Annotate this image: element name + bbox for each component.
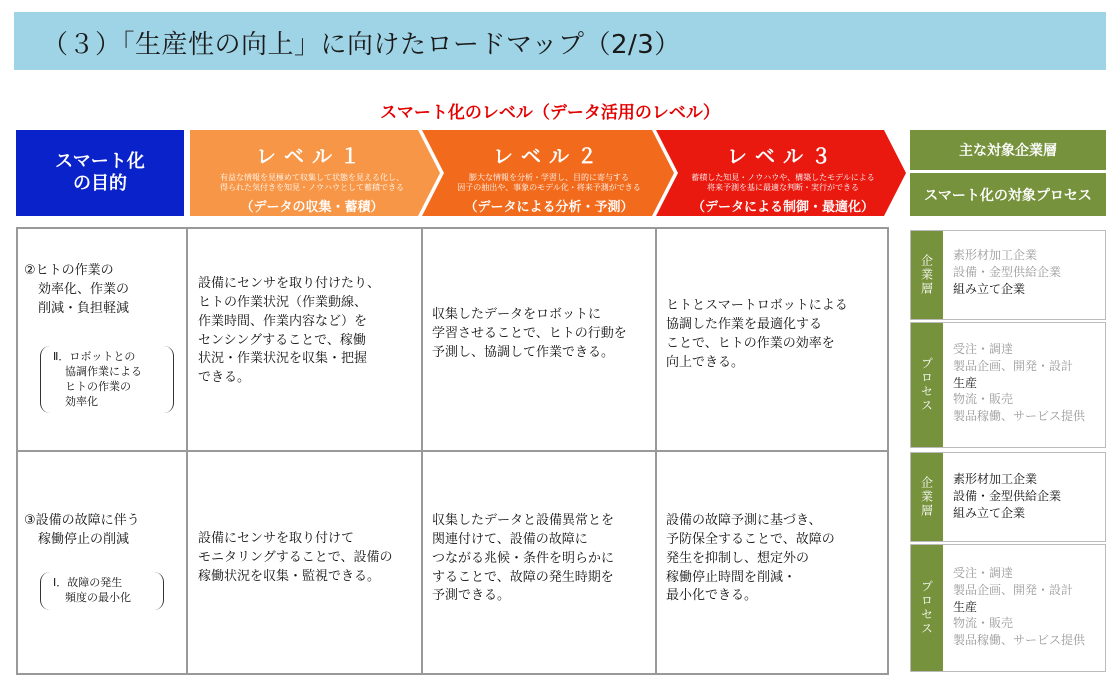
row1-purpose-line: 効率化、作業の bbox=[38, 281, 130, 297]
row1-bracket-line: Ⅱ．ロボットとの bbox=[53, 350, 136, 363]
level3-desc-line2: 将来予測を基に最適な判断・実行ができる bbox=[707, 183, 859, 192]
level1-sub: （データの収集・蓄積） bbox=[240, 200, 384, 215]
process-label: プロセス bbox=[911, 323, 943, 447]
process-item: 製品稼働、サービス提供 bbox=[953, 633, 1086, 648]
process-item: 製品企画、開発・設計 bbox=[953, 582, 1074, 597]
company-item: 素形材加工企業 bbox=[953, 248, 1038, 262]
row1-purpose bbox=[24, 262, 129, 319]
row2-companies-panel bbox=[910, 452, 1106, 542]
level2-desc-line1: 膨大な情報を分析・学習し、目的に寄与する bbox=[469, 173, 629, 182]
purpose-header-line1: スマート化 bbox=[55, 150, 145, 172]
cell-line: 向上できる。 bbox=[666, 354, 745, 370]
row2-purpose-line: ③設備の故障に伴う bbox=[24, 513, 140, 528]
cell-line: 予測し、協調して作業できる。 bbox=[432, 344, 615, 360]
level3-sub: （データによる制御・最適化） bbox=[691, 200, 874, 215]
row1-companies-list bbox=[953, 247, 1061, 297]
row1-process-panel bbox=[910, 322, 1106, 448]
process-item: 生産 bbox=[953, 375, 978, 390]
cell-line: センシングすることで、稼働 bbox=[198, 332, 366, 348]
cell-line: ヒトとスマートロボットによる bbox=[666, 298, 848, 313]
purpose-header bbox=[16, 130, 184, 216]
company-item: 設備・金型供給企業 bbox=[953, 264, 1062, 279]
process-item: 受注・調達 bbox=[953, 566, 1014, 580]
companies-label: 企業層 bbox=[911, 453, 943, 541]
row2-companies-list bbox=[953, 471, 1061, 521]
company-item: 組み立て企業 bbox=[953, 505, 1026, 520]
row2-level2-cell bbox=[432, 512, 650, 606]
row2-bracket-note bbox=[40, 572, 164, 610]
row2-process-list bbox=[953, 565, 1085, 649]
cell-line: 稼働停止時間を削減・ bbox=[666, 569, 797, 585]
row1-level1-cell bbox=[198, 275, 416, 388]
process-item: 物流・販売 bbox=[953, 392, 1014, 407]
cell-line: 収集したデータをロボットに bbox=[432, 307, 602, 322]
cell-line: 設備の故障予測に基づき、 bbox=[666, 513, 822, 528]
level3-desc bbox=[670, 173, 896, 193]
level1-desc-line2: 得られた気付きを知見・ノウハウとして蓄積できる bbox=[220, 183, 404, 192]
process-item: 製品企画、開発・設計 bbox=[953, 358, 1074, 373]
row1-bracket-line: 効率化 bbox=[65, 394, 98, 408]
purpose-header-line2: の目的 bbox=[73, 173, 127, 194]
row1-level2-cell bbox=[432, 306, 650, 363]
row2-process-panel bbox=[910, 544, 1106, 672]
row1-level3-cell bbox=[666, 297, 884, 372]
cell-line: 関連付けて、設備の故障に bbox=[432, 531, 588, 547]
row2-purpose bbox=[24, 512, 140, 550]
level2-desc-line2: 因子の抽出や、事象のモデル化・将来予測ができる bbox=[457, 183, 641, 192]
cell-line: つながる兆候・条件を明らかに bbox=[432, 550, 615, 566]
row1-companies-panel bbox=[910, 230, 1106, 320]
level1-desc-line1: 有益な情報を見極めて収集して状態を見える化し、 bbox=[220, 173, 404, 182]
cell-line: 予測できる。 bbox=[432, 588, 511, 604]
cell-line: 予防保全することで、故障の bbox=[666, 531, 835, 547]
level2-header bbox=[436, 130, 662, 216]
row2-level3-cell bbox=[666, 512, 884, 606]
row2-purpose-line: 稼働停止の削減 bbox=[38, 531, 130, 547]
level1-header bbox=[194, 130, 430, 216]
row1-bracket-line: ヒトの作業の bbox=[65, 379, 131, 393]
company-item: 設備・金型供給企業 bbox=[953, 488, 1062, 503]
cell-line: 発生を抑制し、想定外の bbox=[666, 550, 810, 566]
cell-line: 収集したデータと設備異常とを bbox=[432, 513, 615, 528]
level2-sub: （データによる分析・予測） bbox=[464, 200, 634, 215]
cell-line: 設備にセンサを取り付けて bbox=[198, 531, 355, 546]
title-bar bbox=[14, 12, 1106, 70]
row1-purpose-line: 削減・負担軽減 bbox=[38, 300, 130, 316]
process-item: 生産 bbox=[953, 599, 978, 614]
row1-bracket-line: 協調作業による bbox=[65, 364, 142, 378]
cell-line: モニタリングすることで、設備の bbox=[198, 549, 393, 565]
cell-line: ことで、ヒトの作業の効率を bbox=[666, 335, 835, 351]
level2-title: レベル２ bbox=[493, 144, 605, 168]
process-item: 受注・調達 bbox=[953, 342, 1014, 356]
process-label: プロセス bbox=[911, 545, 943, 671]
row1-purpose-line: ②ヒトの作業の bbox=[24, 263, 114, 278]
level2-desc bbox=[436, 173, 662, 193]
row1-bracket-note bbox=[40, 346, 174, 413]
level1-title: レベル１ bbox=[256, 144, 368, 168]
cell-line: することで、故障の発生時期を bbox=[432, 569, 614, 585]
cell-line: 設備にセンサを取り付けたり、 bbox=[198, 276, 381, 291]
row2-bracket-line: Ⅰ．故障の発生 bbox=[53, 576, 123, 589]
process-item: 物流・販売 bbox=[953, 616, 1014, 631]
level3-title: レベル３ bbox=[727, 144, 839, 168]
companies-label: 企業層 bbox=[911, 231, 943, 319]
cell-line: 最小化できる。 bbox=[666, 588, 758, 604]
cell-line: 稼働状況を収集・監視できる。 bbox=[198, 568, 381, 584]
row1-process-list bbox=[953, 341, 1085, 425]
cell-line: 学習させることで、ヒトの行動を bbox=[432, 325, 627, 341]
level1-desc bbox=[194, 173, 430, 193]
company-item: 組み立て企業 bbox=[953, 281, 1026, 296]
cell-line: 協調した作業を最適化する bbox=[666, 316, 823, 332]
cell-line: 状況・作業状況を収集・把握 bbox=[198, 351, 368, 367]
page-title: （３）「生産性の向上」に向けたロードマップ（2/3） bbox=[42, 30, 681, 60]
target-process-header: スマート化の対象プロセス bbox=[910, 173, 1106, 216]
level3-desc-line1: 蓄積した知見・ノウハウや、構築したモデルによる bbox=[691, 173, 875, 182]
cell-line: 作業時間、作業内容など）を bbox=[198, 313, 368, 329]
cell-line: ヒトの作業状況（作業動線、 bbox=[198, 294, 368, 310]
target-companies-header: 主な対象企業層 bbox=[910, 130, 1106, 170]
levels-subtitle: スマート化のレベル（データ活用のレベル） bbox=[380, 103, 720, 123]
level3-header bbox=[670, 130, 896, 216]
process-item: 製品稼働、サービス提供 bbox=[953, 409, 1086, 424]
company-item: 素形材加工企業 bbox=[953, 472, 1038, 486]
cell-line: できる。 bbox=[198, 370, 251, 386]
row2-level1-cell bbox=[198, 530, 416, 587]
row-divider bbox=[16, 450, 889, 452]
row2-bracket-line: 頻度の最小化 bbox=[65, 590, 131, 604]
